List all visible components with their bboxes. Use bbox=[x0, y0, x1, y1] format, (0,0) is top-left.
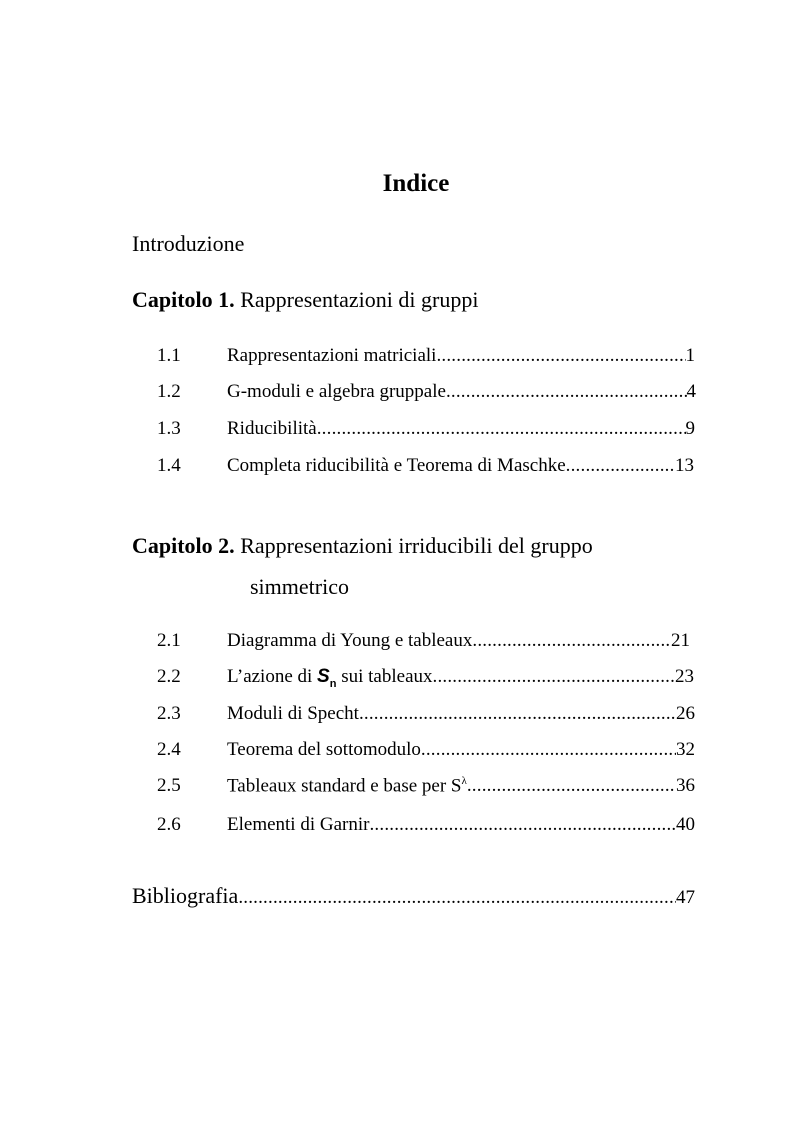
chapter-1-label: Capitolo 1. bbox=[132, 287, 235, 312]
section-title: Riducibilità bbox=[227, 418, 317, 439]
symbol-letter: S bbox=[317, 666, 330, 687]
section-number: 1.1 bbox=[157, 345, 181, 366]
toc-entry bbox=[227, 418, 695, 440]
dot-leader bbox=[369, 814, 676, 836]
section-number: 2.5 bbox=[157, 775, 181, 796]
section-title: Diagramma di Young e tableaux bbox=[227, 630, 473, 651]
section-number: 2.3 bbox=[157, 703, 181, 724]
page-number: 13 bbox=[675, 455, 694, 476]
section-title-part: L’azione di bbox=[227, 666, 318, 687]
toc-bibliography bbox=[132, 883, 695, 909]
section-number: 2.1 bbox=[157, 630, 181, 651]
section-title: Rappresentazioni matriciali bbox=[227, 345, 437, 366]
chapter-2-title: Rappresentazioni irriducibili del gruppo bbox=[240, 533, 593, 558]
section-number: 2.4 bbox=[157, 739, 181, 760]
chapter-2-title-continuation: simmetrico bbox=[250, 574, 349, 599]
dot-leader bbox=[446, 381, 687, 403]
page-number: 21 bbox=[671, 630, 690, 651]
toc-entry bbox=[227, 345, 695, 367]
section-number: 2.2 bbox=[157, 666, 181, 687]
page-number: 4 bbox=[686, 381, 696, 402]
section-title: Completa riducibilità e Teorema di Maschke bbox=[227, 455, 566, 476]
section-number: 1.2 bbox=[157, 381, 181, 402]
toc-entry bbox=[227, 381, 696, 403]
section-title bbox=[227, 666, 433, 690]
toc-introduction: Introduzione bbox=[132, 231, 245, 256]
dot-leader bbox=[421, 739, 676, 761]
dot-leader bbox=[566, 455, 675, 477]
page-number: 26 bbox=[676, 703, 695, 724]
page-number: 32 bbox=[676, 739, 695, 760]
chapter-2-heading bbox=[132, 533, 593, 559]
chapter-1-title: Rappresentazioni di gruppi bbox=[240, 287, 479, 312]
section-number: 2.6 bbox=[157, 814, 181, 835]
bibliography-title: Bibliografia bbox=[132, 883, 239, 908]
dot-leader bbox=[433, 666, 676, 688]
dot-leader bbox=[317, 418, 686, 440]
dot-leader bbox=[436, 345, 685, 367]
toc-entry bbox=[227, 703, 695, 725]
section-title-part: sui tableaux bbox=[336, 666, 433, 687]
symmetric-group-symbol bbox=[317, 666, 337, 690]
page-number: 23 bbox=[675, 666, 694, 687]
page-number: 40 bbox=[676, 814, 695, 835]
page-title: Indice bbox=[382, 170, 450, 197]
toc-entry bbox=[227, 739, 695, 761]
dot-leader bbox=[238, 887, 676, 909]
lambda-superscript: λ bbox=[461, 775, 467, 787]
page-number: 9 bbox=[685, 418, 695, 439]
section-title: Elementi di Garnir bbox=[227, 814, 370, 835]
page-number: 36 bbox=[676, 775, 695, 797]
chapter-1-heading bbox=[132, 287, 478, 313]
symbol-subscript: n bbox=[329, 677, 337, 690]
page-number: 1 bbox=[685, 345, 695, 366]
section-title bbox=[227, 775, 467, 797]
section-title: Teorema del sottomodulo bbox=[227, 739, 421, 760]
section-title: Moduli di Specht bbox=[227, 703, 359, 724]
page-number: 47 bbox=[676, 887, 695, 908]
toc-entry bbox=[227, 775, 695, 797]
section-number: 1.4 bbox=[157, 455, 181, 476]
toc-entry bbox=[227, 455, 694, 477]
section-number: 1.3 bbox=[157, 418, 181, 439]
chapter-2-label: Capitolo 2. bbox=[132, 533, 235, 558]
toc-entry bbox=[227, 666, 694, 690]
section-title: G-moduli e algebra gruppale bbox=[227, 381, 446, 402]
dot-leader bbox=[467, 775, 676, 797]
toc-entry bbox=[227, 814, 695, 836]
dot-leader bbox=[359, 703, 676, 725]
toc-entry bbox=[227, 630, 690, 652]
section-title-part: Tableaux standard e base per S bbox=[227, 775, 462, 797]
dot-leader bbox=[472, 630, 671, 652]
